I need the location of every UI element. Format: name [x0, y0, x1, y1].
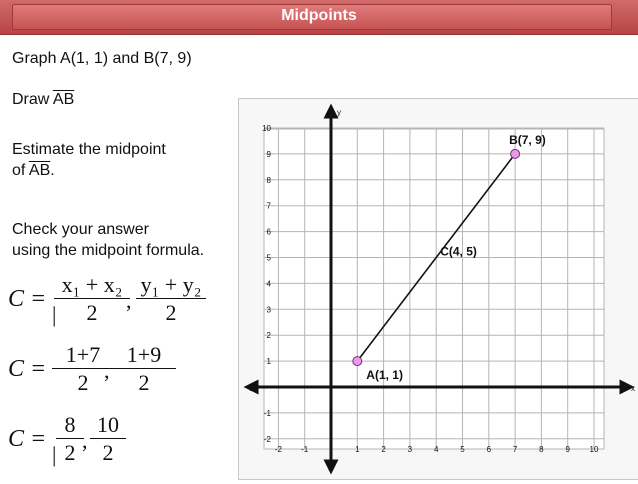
estimate-suffix: . [50, 162, 55, 179]
point-b-label: B(7, 9) [509, 132, 546, 147]
estimate-segment-label: $\overline{AB}$ [28, 162, 51, 179]
y-tick-label: 5 [266, 253, 271, 263]
fraction-x [54, 272, 130, 327]
denominator-y: 2 [138, 370, 150, 395]
y-tick-label: 6 [266, 227, 271, 237]
draw-prefix: Draw [12, 91, 53, 108]
formula-general [8, 272, 228, 332]
step-estimate-line2 [12, 162, 55, 180]
numerator-x: 1+7 [52, 342, 114, 369]
x-tick-label: 7 [512, 445, 518, 454]
denominator-x: 2 [64, 440, 76, 465]
y-axis-label: y [337, 108, 341, 117]
y-tick-label: 10 [262, 124, 271, 133]
coordinate-plane [239, 99, 638, 479]
numerator-y: y₁ + y₂ [136, 272, 206, 299]
coordinate-graph [238, 98, 638, 480]
x-tick-label: 10 [589, 445, 599, 454]
point-a-label: A(1, 1) [366, 368, 403, 383]
y-tick-label: 9 [266, 149, 271, 159]
formula-bracket: | [52, 302, 57, 327]
formula-simplified [8, 412, 168, 472]
origin-label: 0 [328, 464, 333, 473]
x-axis-label: x [631, 384, 635, 393]
y-tick-label: -1 [263, 408, 271, 418]
segment-ab-label: $\overline{AB}$ [52, 91, 75, 108]
y-tick-label: 2 [266, 331, 271, 341]
y-tick-label: 1 [266, 357, 271, 367]
numerator-y: 10 [90, 412, 126, 439]
numerator-x: x₁ + x₂ [54, 272, 130, 299]
step-check-line1: Check your answer [12, 221, 149, 238]
fraction-y [90, 412, 126, 467]
formula-comma: , [126, 288, 132, 313]
midpoint-label: C(4, 5) [440, 244, 477, 259]
x-tick-label: 6 [486, 445, 492, 454]
formula-comma: , [82, 428, 88, 453]
denominator-x: 2 [86, 300, 98, 325]
denominator-y: 2 [165, 300, 177, 325]
denominator-y: 2 [102, 440, 114, 465]
point-b [511, 149, 520, 158]
x-tick-label: 9 [565, 445, 570, 454]
fraction-x [56, 412, 84, 467]
step-graph-points: Graph A(1, 1) and B(7, 9) [12, 50, 192, 67]
formula-bracket: | [52, 442, 57, 467]
formula-lhs: C = [8, 356, 47, 382]
step-estimate-line1: Estimate the midpoint [12, 141, 166, 158]
formula-lhs: C = [8, 286, 47, 312]
point-a [353, 357, 362, 366]
y-tick-label: 4 [266, 279, 271, 289]
estimate-prefix: of [12, 162, 29, 179]
formula-substituted [8, 342, 208, 402]
step-check-line2: using the midpoint formula. [12, 242, 205, 259]
grid-background [264, 129, 604, 449]
x-tick-label: 1 [355, 445, 360, 454]
formula-comma: , [104, 358, 110, 383]
x-tick-label: -1 [301, 445, 309, 454]
x-tick-label: 8 [539, 445, 544, 454]
x-tick-label: 4 [433, 445, 439, 454]
fraction-y [112, 342, 176, 397]
numerator-y: 1+9 [112, 342, 176, 369]
x-tick-label: 5 [460, 445, 465, 454]
y-tick-label: 7 [266, 201, 271, 211]
x-tick-label: 2 [381, 445, 386, 454]
x-tick-label: 3 [407, 445, 413, 454]
slide-title: Midpoints [281, 7, 357, 24]
numerator-x: 8 [56, 412, 84, 439]
y-tick-label: -2 [263, 434, 271, 444]
y-tick-label: 8 [266, 175, 271, 185]
x-tick-label: -2 [274, 445, 282, 454]
fraction-y [136, 272, 206, 327]
origin-label: 0 [249, 384, 254, 393]
y-tick-label: 3 [266, 305, 271, 315]
step-draw-segment [12, 91, 74, 109]
denominator-x: 2 [77, 370, 89, 395]
formula-lhs: C = [8, 426, 47, 452]
